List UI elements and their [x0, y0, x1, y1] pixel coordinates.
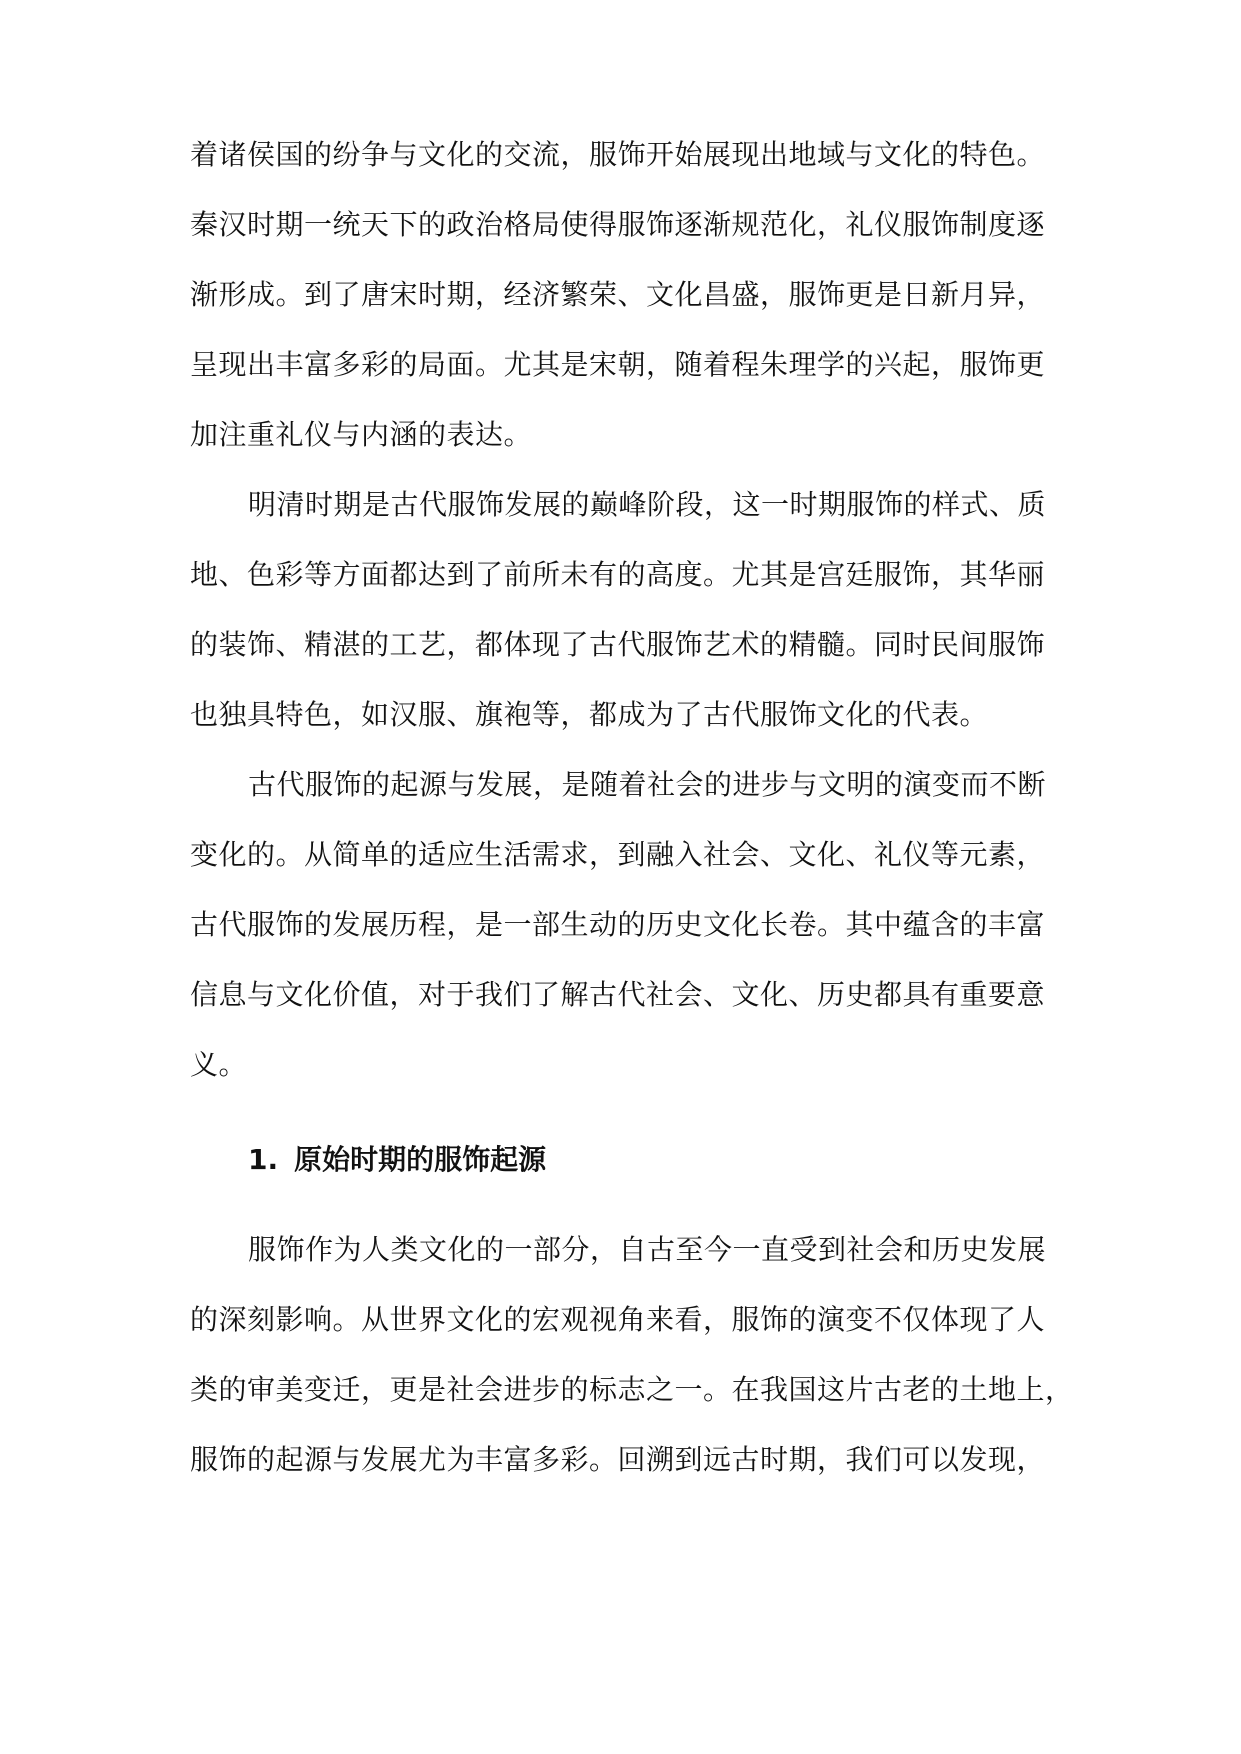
text-line: 变化的。从简单的适应生活需求，到融入社会、文化、礼仪等元素， [190, 838, 1046, 871]
section-title: 原始时期的服饰起源 [294, 1143, 547, 1176]
text-line: 秦汉时期一统天下的政治格局使得服饰逐渐规范化，礼仪服饰制度逐 [190, 208, 1046, 241]
text-line: 加注重礼仪与内涵的表达。 [190, 418, 533, 451]
section-heading [248, 1140, 546, 1180]
text-line: 明清时期是古代服饰发展的巅峰阶段，这一时期服饰的样式、质 [248, 488, 1047, 521]
text-line: 着诸侯国的纷争与文化的交流，服饰开始展现出地域与文化的特色。 [190, 138, 1046, 171]
text-line: 的深刻影响。从世界文化的宏观视角来看，服饰的演变不仅体现了人 [190, 1303, 1046, 1336]
text-line: 信息与文化价值，对于我们了解古代社会、文化、历史都具有重要意 [190, 978, 1046, 1011]
text-line: 呈现出丰富多彩的局面。尤其是宋朝，随着程朱理学的兴起，服饰更 [190, 348, 1046, 381]
text-line: 的装饰、精湛的工艺，都体现了古代服饰艺术的精髓。同时民间服饰 [190, 628, 1046, 661]
text-line: 也独具特色，如汉服、旗袍等，都成为了古代服饰文化的代表。 [190, 698, 989, 731]
text-line: 服饰作为人类文化的一部分，自古至今一直受到社会和历史发展 [248, 1233, 1047, 1266]
text-line: 义。 [190, 1048, 248, 1081]
text-line: 古代服饰的发展历程，是一部生动的历史文化长卷。其中蕴含的丰富 [190, 908, 1046, 941]
text-line: 地、色彩等方面都达到了前所未有的高度。尤其是宫廷服饰，其华丽 [190, 558, 1046, 591]
text-line: 古代服饰的起源与发展，是随着社会的进步与文明的演变而不断 [248, 768, 1047, 801]
section-number: 1. [248, 1143, 279, 1176]
text-line: 渐形成。到了唐宋时期，经济繁荣、文化昌盛，服饰更是日新月异， [190, 278, 1046, 311]
text-line: 类的审美变迁，更是社会进步的标志之一。在我国这片古老的土地上， [190, 1373, 1074, 1406]
text-line: 服饰的起源与发展尤为丰富多彩。回溯到远古时期，我们可以发现， [190, 1443, 1046, 1476]
